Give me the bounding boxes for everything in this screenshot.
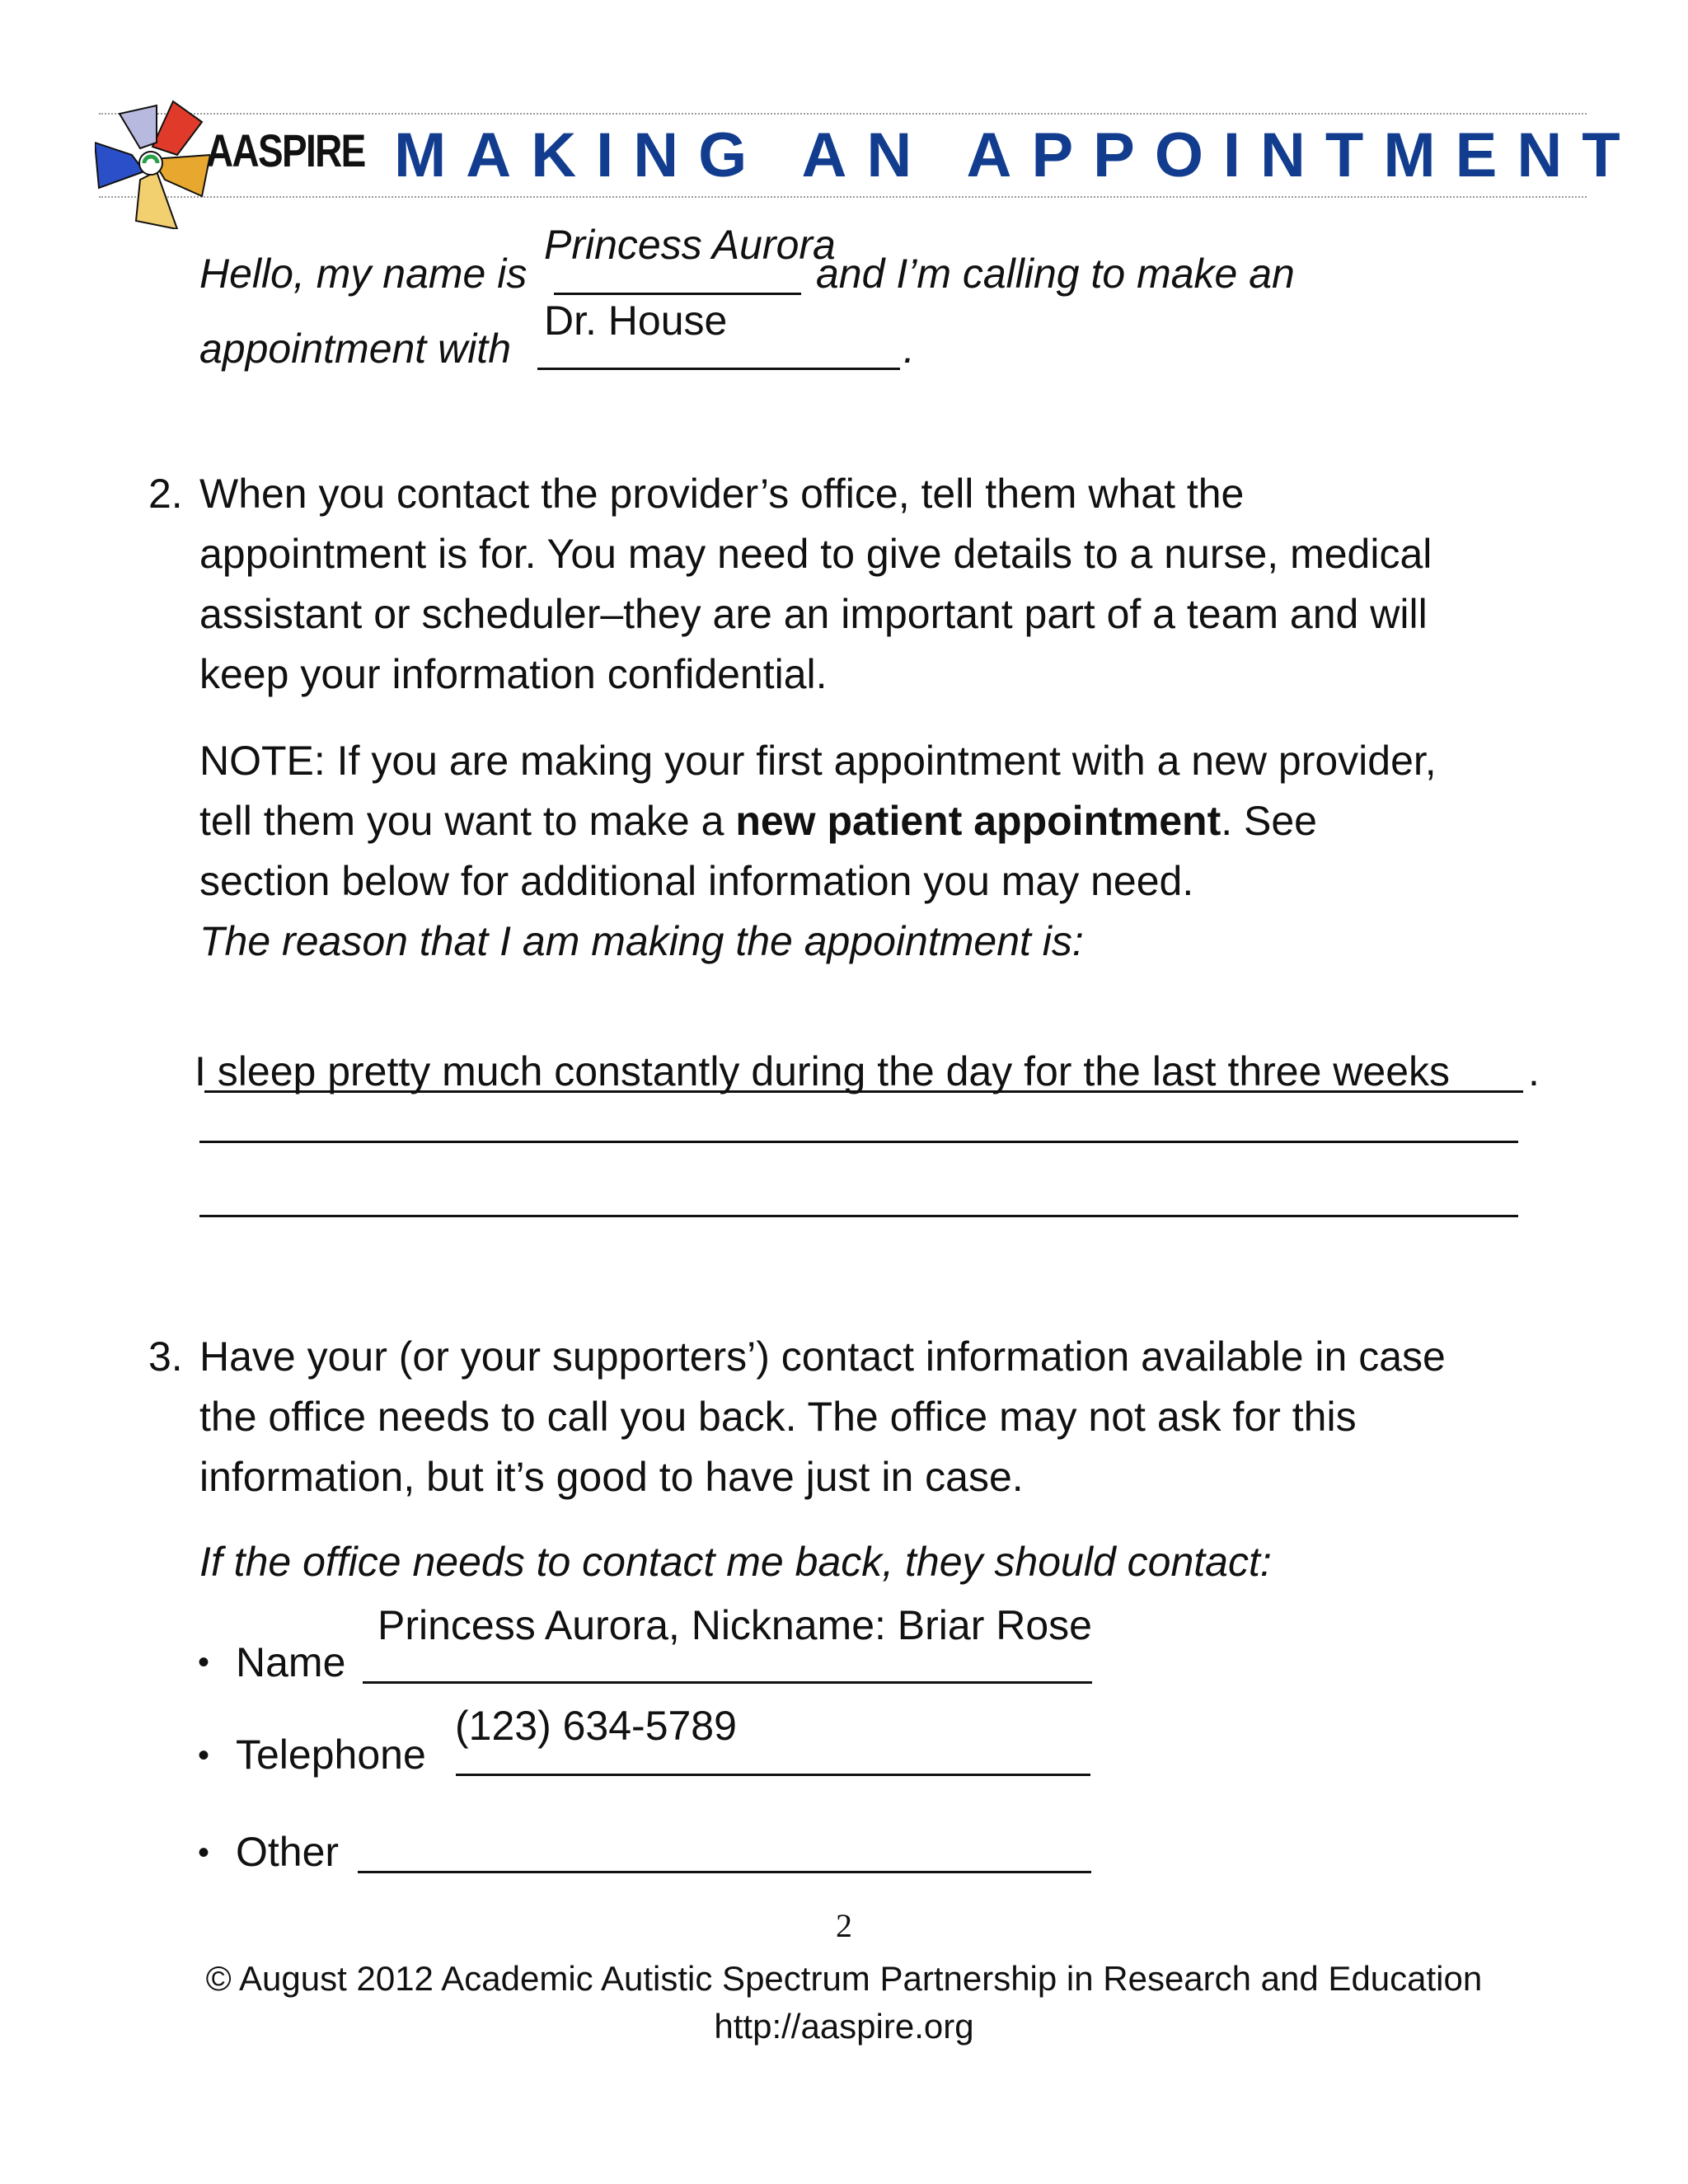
reason-filled-value[interactable]: I sleep pretty much constantly during the day for the last three weeks: [195, 1048, 1451, 1094]
name-bullet: •: [198, 1644, 210, 1680]
note-line-1: NOTE: If you are making your first appointment with a new provider,: [199, 738, 1437, 784]
note-line-2-prefix: tell them you want to make a: [199, 798, 736, 844]
other-bullet: •: [198, 1835, 210, 1871]
intro-appt-prefix: appointment with: [199, 326, 512, 372]
name-field-value[interactable]: Princess Aurora, Nickname: Briar Rose: [377, 1602, 1092, 1648]
section-3-line-3: information, but it’s good to have just in case.: [199, 1454, 1024, 1500]
section-3-line-1: Have your (or your supporters’) contact information available in case: [199, 1333, 1446, 1380]
note-line-2-suffix: . See: [1221, 798, 1317, 844]
note-line-2: [199, 798, 1317, 844]
doctor-blank-line: [537, 368, 900, 370]
note-new-patient-emphasis: new patient appointment: [735, 798, 1221, 844]
page-number: 2: [836, 1907, 852, 1944]
section-3-number: 3.: [148, 1333, 183, 1380]
doctor-filled-value[interactable]: Dr. House: [544, 298, 728, 344]
reason-blank-line-3: [199, 1215, 1518, 1217]
section-2-line-3: assistant or scheduler–they are an important part of a team and will: [199, 591, 1428, 637]
telephone-field-label: Telephone: [236, 1732, 426, 1778]
section-2-line-2: appointment is for. You may need to give details to a nurse, medical: [199, 531, 1432, 577]
telephone-field-blank: [456, 1774, 1090, 1776]
telephone-bullet: •: [198, 1737, 210, 1774]
section-2-line-4: keep your information confidential.: [199, 651, 828, 697]
name-filled-value[interactable]: Princess Aurora: [544, 222, 836, 268]
page-title: MAKING AN APPOINTMENT: [394, 120, 1640, 190]
other-field-blank: [358, 1871, 1091, 1873]
intro-hello-prefix: Hello, my name is: [199, 251, 528, 297]
footer-copyright: © August 2012 Academic Autistic Spectrum Partnership in Research and Education: [205, 1959, 1483, 1998]
section-3-line-2: the office needs to call you back. The office may not ask for this: [199, 1394, 1357, 1440]
brand-name: AASPIRE: [206, 124, 365, 176]
reason-prompt: The reason that I am making the appointment is:: [199, 918, 1084, 964]
contact-prompt: If the office needs to contact me back, they should contact:: [199, 1539, 1272, 1585]
note-line-3: section below for additional information you may need.: [199, 858, 1194, 904]
name-field-blank: [363, 1681, 1092, 1684]
section-2-number: 2.: [148, 471, 183, 517]
other-field-label: Other: [236, 1829, 340, 1875]
reason-blank-line-2: [199, 1141, 1518, 1143]
reason-blank-line-1: [204, 1090, 1523, 1093]
header-top-rule: [99, 113, 1587, 115]
name-blank-line: [554, 293, 801, 295]
footer-url-link[interactable]: http://aaspire.org: [714, 2007, 974, 2046]
intro-appt-suffix: .: [903, 326, 915, 372]
header-bottom-rule: [99, 196, 1587, 198]
intro-hello-suffix: and I’m calling to make an: [816, 251, 1295, 297]
aaspire-logo-icon: [95, 97, 210, 229]
telephone-field-value[interactable]: (123) 634-5789: [455, 1703, 737, 1749]
section-2-line-1: When you contact the provider’s office, tell them what the: [199, 471, 1245, 517]
reason-period: .: [1528, 1048, 1540, 1094]
name-field-label: Name: [236, 1639, 346, 1685]
